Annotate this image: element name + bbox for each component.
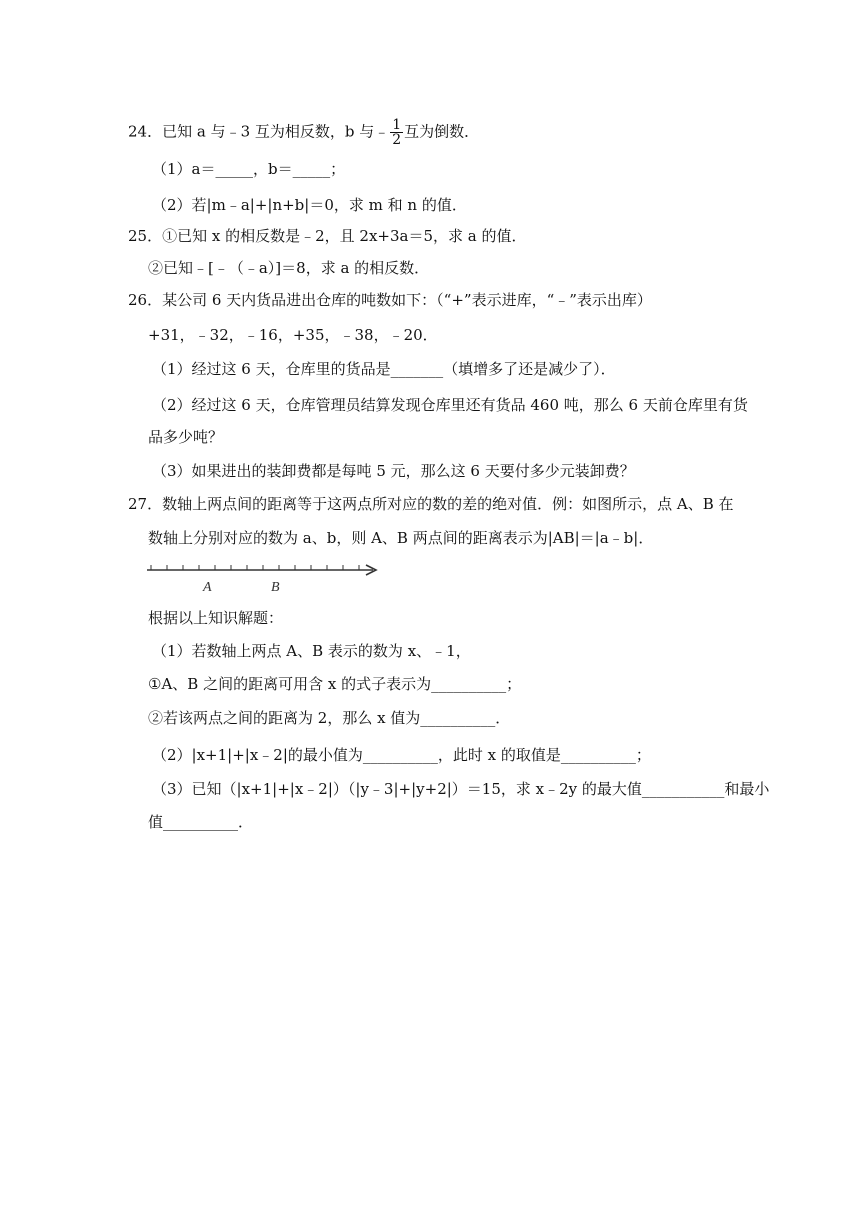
q26-stem: 26．某公司 6 天内货品进出仓库的吨数如下：（“+”表示进库，“﹣”表示出库）	[128, 291, 652, 309]
q27-part1: （1）若数轴上两点 A、B 表示的数为 x、﹣1，	[152, 642, 471, 660]
q27-intro: 根据以上知识解题：	[148, 609, 284, 627]
q27-part1-sub2: ②若该两点之间的距离为 2，那么 x 值为__________．	[148, 709, 511, 727]
point-a-label: A	[203, 580, 212, 595]
point-b-label: B	[271, 580, 280, 595]
q27-part2: （2）|x+1|+|x﹣2|的最小值为__________，此时 x 的取值是__________；	[152, 746, 651, 764]
q27-part3-line1: （3）已知（|x+1|+|x﹣2|）（|y﹣3|+|y+2|）＝15，求 x﹣2y 的最大值___________和最小	[152, 780, 770, 798]
q26-part1: （1）经过这 6 天，仓库里的货品是_______（填增多了还是减少了）．	[152, 360, 616, 378]
q24-stem: 24．已知 a 与﹣3 互为相反数，b 与﹣ $\frac{1}{2}$ 互为倒数．	[128, 117, 480, 148]
q25-part2: ②已知﹣[﹣（﹣a）]＝8，求 a 的相反数．	[148, 259, 430, 277]
q26-part2-line2: 品多少吨？	[148, 428, 224, 446]
q24-part1: （1）a＝_____，b＝_____；	[152, 160, 346, 178]
q26-part3: （3）如果进出的装卸费都是每吨 5 元，那么这 6 天要付多少元装卸费？	[152, 462, 635, 480]
fraction-one-half: $\frac{1}{2}$	[392, 117, 402, 148]
q27-part1-sub1: ①A、B 之间的距离可用含 x 的式子表示为__________；	[148, 675, 522, 693]
q24-part2: （2）若|m﹣a|+|n+b|＝0，求 m 和 n 的值．	[152, 196, 467, 214]
q26-data: +31，﹣32，﹣16，+35，﹣38，﹣20．	[148, 326, 438, 344]
q27-stem-line1: 27．数轴上两点间的距离等于这两点所对应的数的差的绝对值．例：如图所示，点 A、B 在	[128, 495, 734, 513]
q27-part3-line2: 值__________．	[148, 813, 254, 831]
number-line-figure	[145, 560, 381, 596]
q27-stem-line2: 数轴上分别对应的数为 a、b，则 A、B 两点间的距离表示为|AB|＝|a﹣b|．	[148, 529, 654, 547]
q26-part2-line1: （2）经过这 6 天，仓库管理员结算发现仓库里还有货品 460 吨，那么 6 天前仓库里有货	[152, 396, 748, 414]
q25-part1: 25．①已知 x 的相反数是﹣2，且 2x+3a＝5，求 a 的值．	[128, 227, 527, 245]
